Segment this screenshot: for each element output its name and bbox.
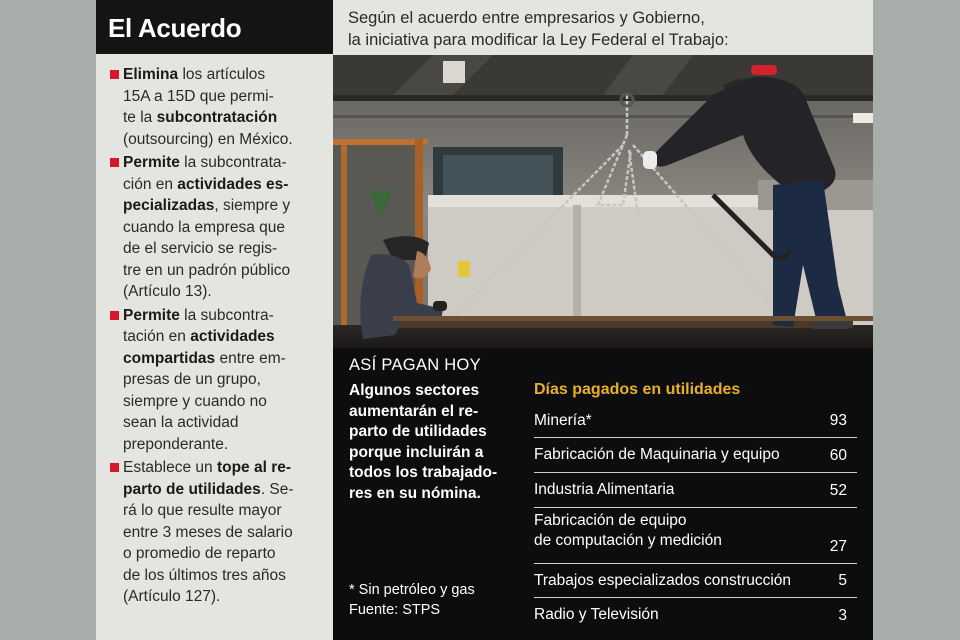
source-line: Fuente: STPS — [349, 602, 441, 618]
agreement-item-keyword: Elimina — [123, 66, 179, 83]
agreement-item-text: la subcontra- tación en — [123, 306, 274, 345]
table-title: Días pagados en utilidades — [534, 381, 741, 398]
agreement-item — [110, 305, 328, 456]
sector-name-line: Fabricación de Maquinaria y equipo — [534, 446, 780, 463]
red-square-bullet-icon — [110, 70, 119, 79]
table-row — [534, 508, 857, 564]
sector-name-line: Minería* — [534, 412, 592, 429]
agreement-item-keyword: actividades compartidas — [123, 328, 275, 367]
agreement-item-text: . Se- rá lo que resulte mayor entre 3 meses de salario o promedio de reparto de los últimos tres años (Artículo 127). — [123, 480, 294, 605]
agreement-item — [110, 457, 328, 608]
agreement-title: El Acuerdo — [96, 0, 333, 54]
box-title: ASÍ PAGAN HOY — [349, 356, 481, 374]
agreement-item-keyword: actividades es- pecializadas — [123, 175, 289, 214]
agreement-item-text: (outsourcing) en México. — [123, 130, 293, 148]
agreement-item-text: la subcontrata- ción en — [123, 154, 287, 193]
red-square-bullet-icon — [110, 311, 119, 320]
description-line: parto de utilidades — [349, 423, 487, 440]
agreement-item-keyword: subcontratación — [156, 109, 278, 126]
agreement-item-text: Establece un — [123, 459, 217, 476]
table-row — [534, 404, 857, 438]
sector-name — [534, 605, 857, 625]
profit-sharing-box — [333, 348, 873, 640]
days-table — [534, 404, 857, 632]
table-row — [534, 438, 857, 473]
days-value: 60 — [829, 447, 847, 464]
agreement-item-text: , siempre y cuando la empresa que de el servicio se regis- tre en un padrón público (Artículo 13). — [123, 197, 291, 300]
sector-name-line: Radio y Televisión — [534, 606, 659, 623]
table-row — [534, 564, 857, 598]
agreement-list — [110, 64, 328, 610]
table-row — [534, 473, 857, 508]
box-description — [349, 381, 519, 504]
intro-line: Según el acuerdo entre empresarios y Gobierno, — [348, 9, 705, 27]
sector-name-line: Industria Alimentaria — [534, 481, 675, 498]
red-square-bullet-icon — [110, 158, 119, 167]
agreement-item-keyword: Permite — [123, 306, 180, 324]
sector-name — [534, 445, 857, 465]
days-value: 3 — [838, 607, 847, 624]
sector-name-line: Fabricación de equipo — [534, 512, 687, 529]
agreement-item-text: los artículos 15A a 15D que permi- te la — [123, 66, 274, 126]
days-value: 93 — [829, 412, 847, 429]
red-square-bullet-icon — [110, 463, 119, 472]
description-line: Algunos sectores — [349, 382, 480, 399]
source-note — [349, 580, 475, 620]
agreement-item-keyword: tope al re- parto de utilidades — [123, 459, 292, 498]
table-row — [534, 598, 857, 632]
description-line: todos los trabajado- — [349, 464, 498, 481]
sector-name — [534, 571, 857, 591]
days-value: 5 — [838, 572, 847, 589]
description-line: res en su nómina. — [349, 484, 481, 502]
main-panel — [333, 0, 873, 640]
intro-text — [348, 7, 868, 51]
sector-name — [534, 411, 857, 431]
agreement-item-keyword: Permite — [123, 154, 180, 171]
intro-line: la iniciativa para modificar la Ley Federal el Trabajo: — [348, 31, 729, 49]
agreement-column — [96, 0, 333, 640]
sector-name — [534, 511, 857, 551]
sector-name-line: de computación y medición — [534, 532, 722, 549]
agreement-item — [110, 152, 328, 303]
sector-name-line: Trabajos especializados construcción — [534, 572, 792, 589]
description-line: aumentarán el re- — [349, 402, 479, 420]
agreement-item-text: entre em- presas de un grupo, siempre y cuando no sean la actividad preponderante. — [123, 349, 286, 453]
footnote: * Sin petróleo y gas — [349, 582, 475, 598]
days-value: 52 — [829, 482, 847, 499]
description-line: porque incluirán a — [349, 443, 484, 461]
agreement-item — [110, 64, 328, 150]
factory-photo — [333, 55, 873, 363]
days-value: 27 — [829, 538, 847, 555]
sector-name — [534, 480, 857, 500]
